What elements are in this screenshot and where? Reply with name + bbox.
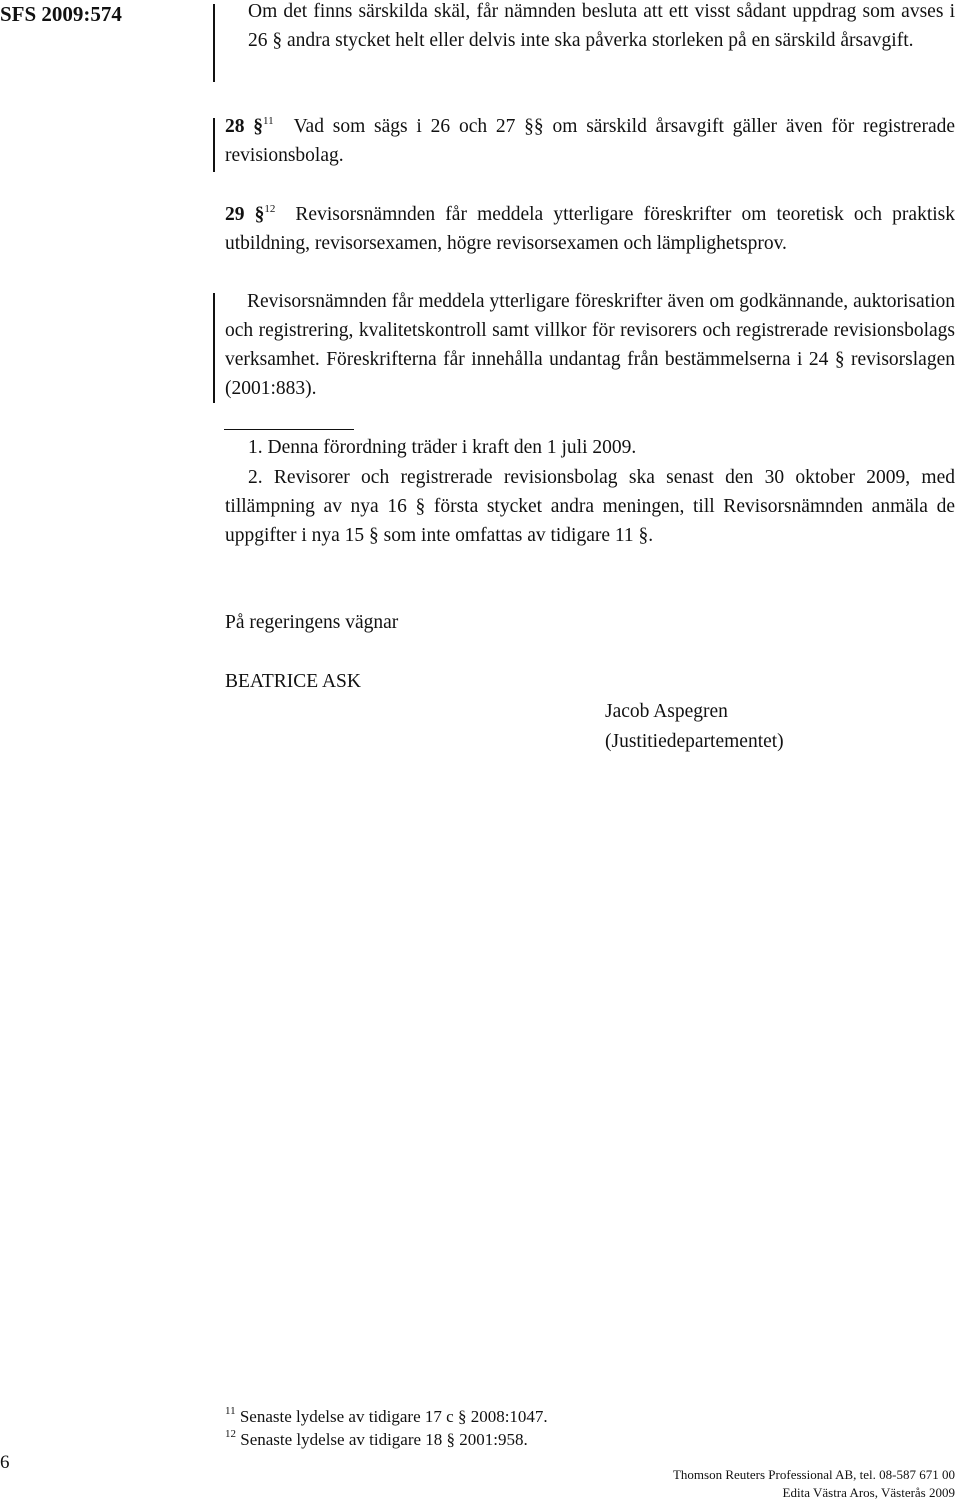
paragraph xyxy=(248,0,955,55)
official-name xyxy=(605,697,955,726)
publisher-info: Thomson Reuters Professional AB, tel. 08-587 671 00 xyxy=(672,1467,955,1482)
on-behalf-text: På regeringens vägnar xyxy=(225,612,399,633)
footnote-text: Senaste lydelse av tidigare 17 c § 2008:1047. xyxy=(239,1407,548,1426)
section-text: Vad som sägs i 26 och 27 §§ om särskild årsavgift gäller även för registrerade revisionsbolag. xyxy=(225,116,956,166)
section-number: 29 § xyxy=(225,204,265,225)
section-28 xyxy=(225,112,955,170)
minister-name-text: BEATRICE ASK xyxy=(225,671,361,692)
separator-rule xyxy=(224,429,354,430)
section-text: Revisorsnämnden får meddela ytterligare föreskrifter även om godkännande, auktorisation och registrering, kvalitetskontroll samt villkor för revisorers och registrerade revisionsbolags verksamhet. Föreskrifterna får innehålla undantag från bestämmelserna i 24 § revisorslagen (2001:883). xyxy=(225,291,955,399)
footnote-number: 12 xyxy=(225,1428,236,1440)
department-text: (Justitiedepartementet) xyxy=(605,731,784,752)
change-bar xyxy=(213,118,215,172)
printer-info: Edita Västra Aros, Västerås 2009 xyxy=(782,1485,955,1500)
footnote-ref: 11 xyxy=(263,115,274,127)
page-number: 6 xyxy=(0,1452,10,1473)
footnote-ref: 12 xyxy=(264,203,276,215)
footnote-number: 11 xyxy=(225,1405,236,1417)
paragraph-text: Om det finns särskilda skäl, får nämnden besluta att ett visst sådant uppdrag som avses i 26 § andra stycket helt eller delvis inte ska påverka storleken på en särskild årsavgift. xyxy=(248,1,955,51)
section-29 xyxy=(225,200,955,258)
transitional-text: 2. Revisorer och registrerade revisionsbolag ska senast den 30 oktober 2009, med tillämpning av nya 16 § första stycket andra meningen, till Revisorsnämnden anmäla de uppgifter i nya 15 § som inte omfattas av tidigare 11 §. xyxy=(225,467,955,546)
transitional-item-2 xyxy=(225,463,955,550)
transitional-item-1 xyxy=(248,433,955,462)
transitional-text: 1. Denna förordning träder i kraft den 1 juli 2009. xyxy=(248,437,637,458)
change-bar xyxy=(213,4,215,82)
sfs-number: SFS 2009:574 xyxy=(0,2,122,26)
official-name-text: Jacob Aspegren xyxy=(605,701,728,722)
on-behalf xyxy=(225,608,955,637)
department xyxy=(605,727,955,756)
minister-name xyxy=(225,667,955,696)
change-bar xyxy=(213,293,215,403)
footnote-text: Senaste lydelse av tidigare 18 § 2001:958. xyxy=(240,1430,528,1449)
section-29-paragraph-2 xyxy=(225,287,955,403)
footnote xyxy=(225,1406,548,1428)
footnote xyxy=(225,1429,528,1451)
section-text: Revisorsnämnden får meddela ytterligare föreskrifter om teoretisk och praktisk utbildning, revisorsexamen, högre revisorsexamen och lämplighetsprov. xyxy=(225,204,956,254)
section-number: 28 § xyxy=(225,116,264,137)
